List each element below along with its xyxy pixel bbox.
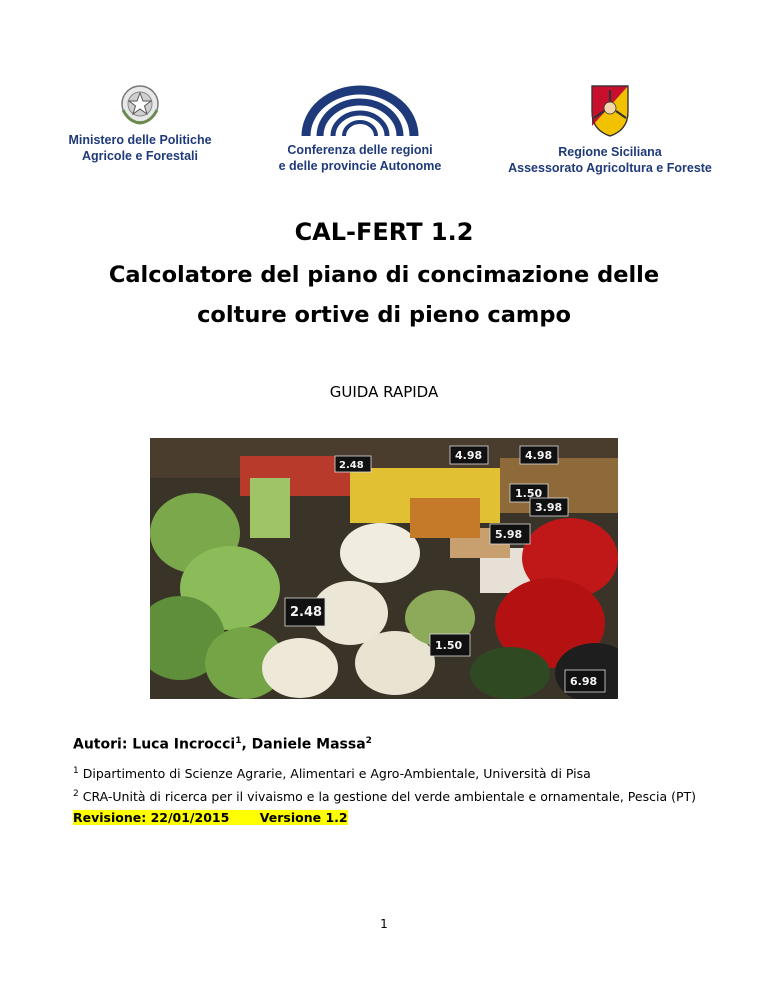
- arched-stripes-logo-icon: [300, 84, 420, 136]
- cover-photo-vegetables: [150, 438, 618, 699]
- price-tag: 6.98: [570, 675, 598, 688]
- conferenza-logo: [255, 84, 465, 174]
- price-tag: 4.98: [455, 449, 483, 462]
- sicily-trinacria-shield-icon: [588, 82, 632, 138]
- conferenza-caption-line2: e delle provincie Autonome: [278, 159, 442, 173]
- conferenza-caption-line1: Conferenza delle regioni: [287, 143, 433, 157]
- italian-republic-emblem-icon: [117, 82, 163, 126]
- price-tag: 2.48: [290, 605, 323, 620]
- ministero-caption-line2: Agricole e Forestali: [81, 149, 198, 163]
- regione-caption-line1: Regione Siciliana: [558, 145, 662, 159]
- regione-caption-line2: Assessorato Agricoltura e Foreste: [508, 161, 712, 175]
- price-tag: 5.98: [495, 528, 523, 541]
- price-tag: 3.98: [535, 501, 563, 514]
- author-1-affiliation-mark: 1: [235, 736, 242, 746]
- page-number: 1: [380, 917, 388, 931]
- guide-label: GUIDA RAPIDA: [329, 383, 439, 401]
- version-label: Versione 1.2: [259, 810, 348, 825]
- ministero-logo: [40, 82, 240, 164]
- price-tag: 2.48: [339, 460, 364, 471]
- price-tag: 4.98: [525, 449, 553, 462]
- affiliation-2-text: CRA-Unità di ricerca per il vivaismo e la gestione del verde ambientale e ornamentale, Pescia (PT): [82, 789, 697, 805]
- authors-separator: ,: [241, 736, 252, 753]
- authors-label: Autori:: [73, 736, 133, 753]
- document-subtitle-line2: colture ortive di pieno campo: [197, 302, 571, 328]
- regione-siciliana-logo: [495, 82, 725, 176]
- author-2-affiliation-mark: 2: [365, 736, 372, 746]
- affiliation-1-mark: 1: [73, 766, 79, 776]
- revision-date: Revisione: 22/01/2015: [73, 810, 230, 825]
- affiliation-1-text: Dipartimento di Scienze Agrarie, Alimentari e Agro-Ambientale, Università di Pisa: [82, 766, 591, 782]
- document-subtitle-line1: Calcolatore del piano di concimazione delle: [108, 262, 660, 288]
- author-1: Luca Incrocci: [132, 736, 236, 753]
- document-title: CAL-FERT 1.2: [294, 218, 474, 246]
- ministero-caption-line1: Ministero delle Politiche: [68, 133, 212, 147]
- affiliation-2-mark: 2: [73, 789, 79, 799]
- author-2: Daniele Massa: [251, 736, 366, 753]
- price-tag: 1.50: [435, 639, 463, 652]
- revision-line: [73, 810, 348, 825]
- authors-line: [73, 736, 372, 753]
- affiliation-2: [73, 789, 696, 804]
- price-tag: 1.50: [515, 487, 543, 500]
- affiliation-1: [73, 766, 591, 781]
